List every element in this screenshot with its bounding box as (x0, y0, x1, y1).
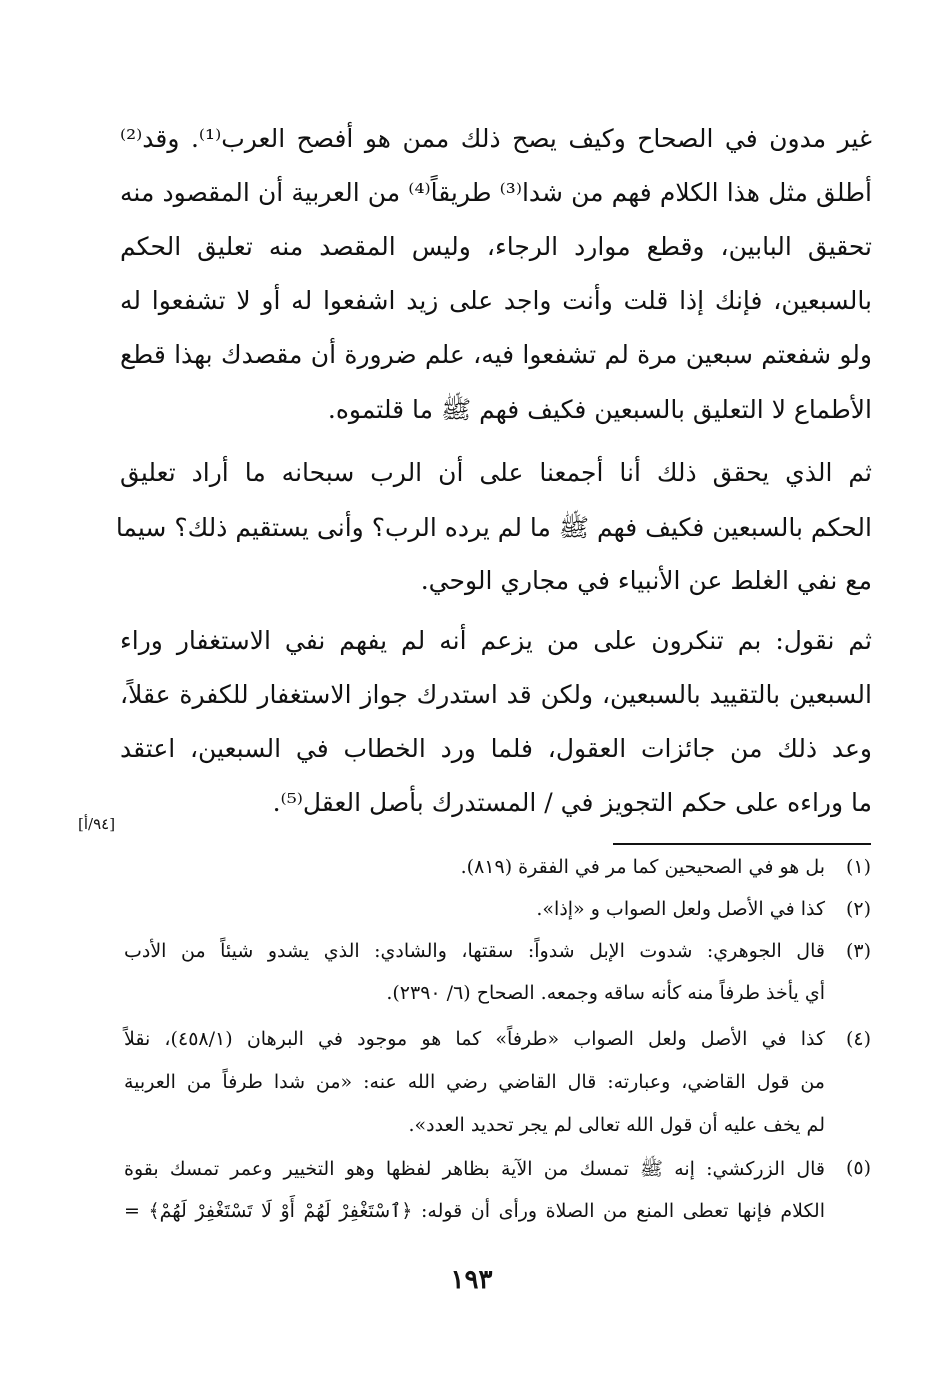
footnote-number: (٤) (845, 1028, 871, 1050)
footnote-text: كذا في الأصل ولعل الصواب «طرفاً» كما هو موجود في البرهان (٤٥٨/١)، نقلاً (124, 1028, 825, 1050)
footnote-text: بل هو في الصحيحين كما مر في الفقرة (٨١٩). (460, 856, 825, 878)
margin-folio-reference: [٩٤/أ] (78, 815, 116, 833)
footnote-number: (٥) (845, 1157, 871, 1179)
text-line: غير مدون في الصحاح وكيف يصح ذلك ممن هو أفصح العرب⁽¹⁾. وقد⁽²⁾ (120, 124, 872, 153)
footnote-text: لم يخف عليه أن قول الله تعالى لم يجر تحديد العدد». (408, 1114, 825, 1136)
footnote-number: (١) (845, 856, 871, 878)
paragraph-2 (115, 458, 872, 618)
footnote-text: قال الزركشي: إنه ﷺ تمسك من الآية بظاهر لفظها وهو التخيير وعمر تمسك بقوة (124, 1158, 825, 1180)
footnote-separator (613, 843, 871, 845)
text-line: أطلق مثل هذا الكلام فهم من شدا⁽³⁾ طريقاً⁽⁴⁾ من العربية أن المقصود منه (120, 178, 873, 207)
paragraph-1 (120, 124, 872, 444)
text-line: بالسبعين، فإنك إذا قلت وأنت واجد على زيد اشفعوا له أو لا تشفعوا له (120, 286, 872, 315)
footnote-number: (٣) (845, 940, 871, 962)
text-line: ثم نقول: بم تنكرون على من يزعم أنه لم يفهم نفي الاستغفار وراء (120, 626, 872, 655)
paragraph-3 (120, 626, 872, 841)
footnote-text: من قول القاضي، وعبارته: قال القاضي رضي الله عنه: «من شدا طرفاً من العربية (124, 1071, 825, 1093)
footnote-text: كذا في الأصل ولعل الصواب و «إذا». (536, 898, 825, 920)
footnote-number: (٢) (845, 898, 871, 920)
footnote-text: قال الجوهري: شدوت الإبل شدواً: سقتها، والشادي: الذي يشدو شيئاً من الأدب (124, 940, 825, 962)
text-line: وعد ذلك من جائزات العقول، فلما ورد الخطاب في السبعين، اعتقد (120, 734, 872, 763)
footnote-text: الكلام فإنها تعطى المنع من الصلاة ورأى أن قوله: ﴿ٱسْتَغْفِرْ لَهُمْ أَوْ لَا تَسْتَغْفِرْ لَهُمْ﴾ = (124, 1200, 825, 1222)
text-line: ولو شفعتم سبعين مرة لم تشفعوا فيه، علم ضرورة أن مقصدك بهذا قطع (120, 340, 872, 369)
text-line: الأطماع لا التعليق بالسبعين فكيف فهم ﷺ ما قلتموه. (327, 395, 872, 424)
text-line: ما وراءه على حكم التجويز في / المستدرك بأصل العقل⁽⁵⁾. (272, 788, 872, 817)
footnote-text: أي يأخذ طرفاً منه كأنه ساقه وجمعه. الصحاح (٦/ ٢٣٩٠). (386, 982, 825, 1004)
page-number: ١٩٣ (450, 1265, 493, 1295)
text-line: مع نفي الغلط عن الأنبياء في مجاري الوحي. (420, 566, 872, 595)
text-line: تحقيق البابين، وقطع موارد الرجاء، وليس المقصد منه تعليق الحكم (120, 232, 872, 261)
text-line: الحكم بالسبعين فكيف فهم ﷺ ما لم يرده الرب؟ وأنى يستقيم ذلك؟ سيما (115, 513, 872, 542)
text-line: السبعين بالتقييد بالسبعين، ولكن قد استدرك جواز الاستغفار للكفرة عقلاً، (120, 680, 872, 709)
text-line: ثم الذي يحقق ذلك أنا أجمعنا على أن الرب سبحانه ما أراد تعليق (120, 458, 872, 487)
